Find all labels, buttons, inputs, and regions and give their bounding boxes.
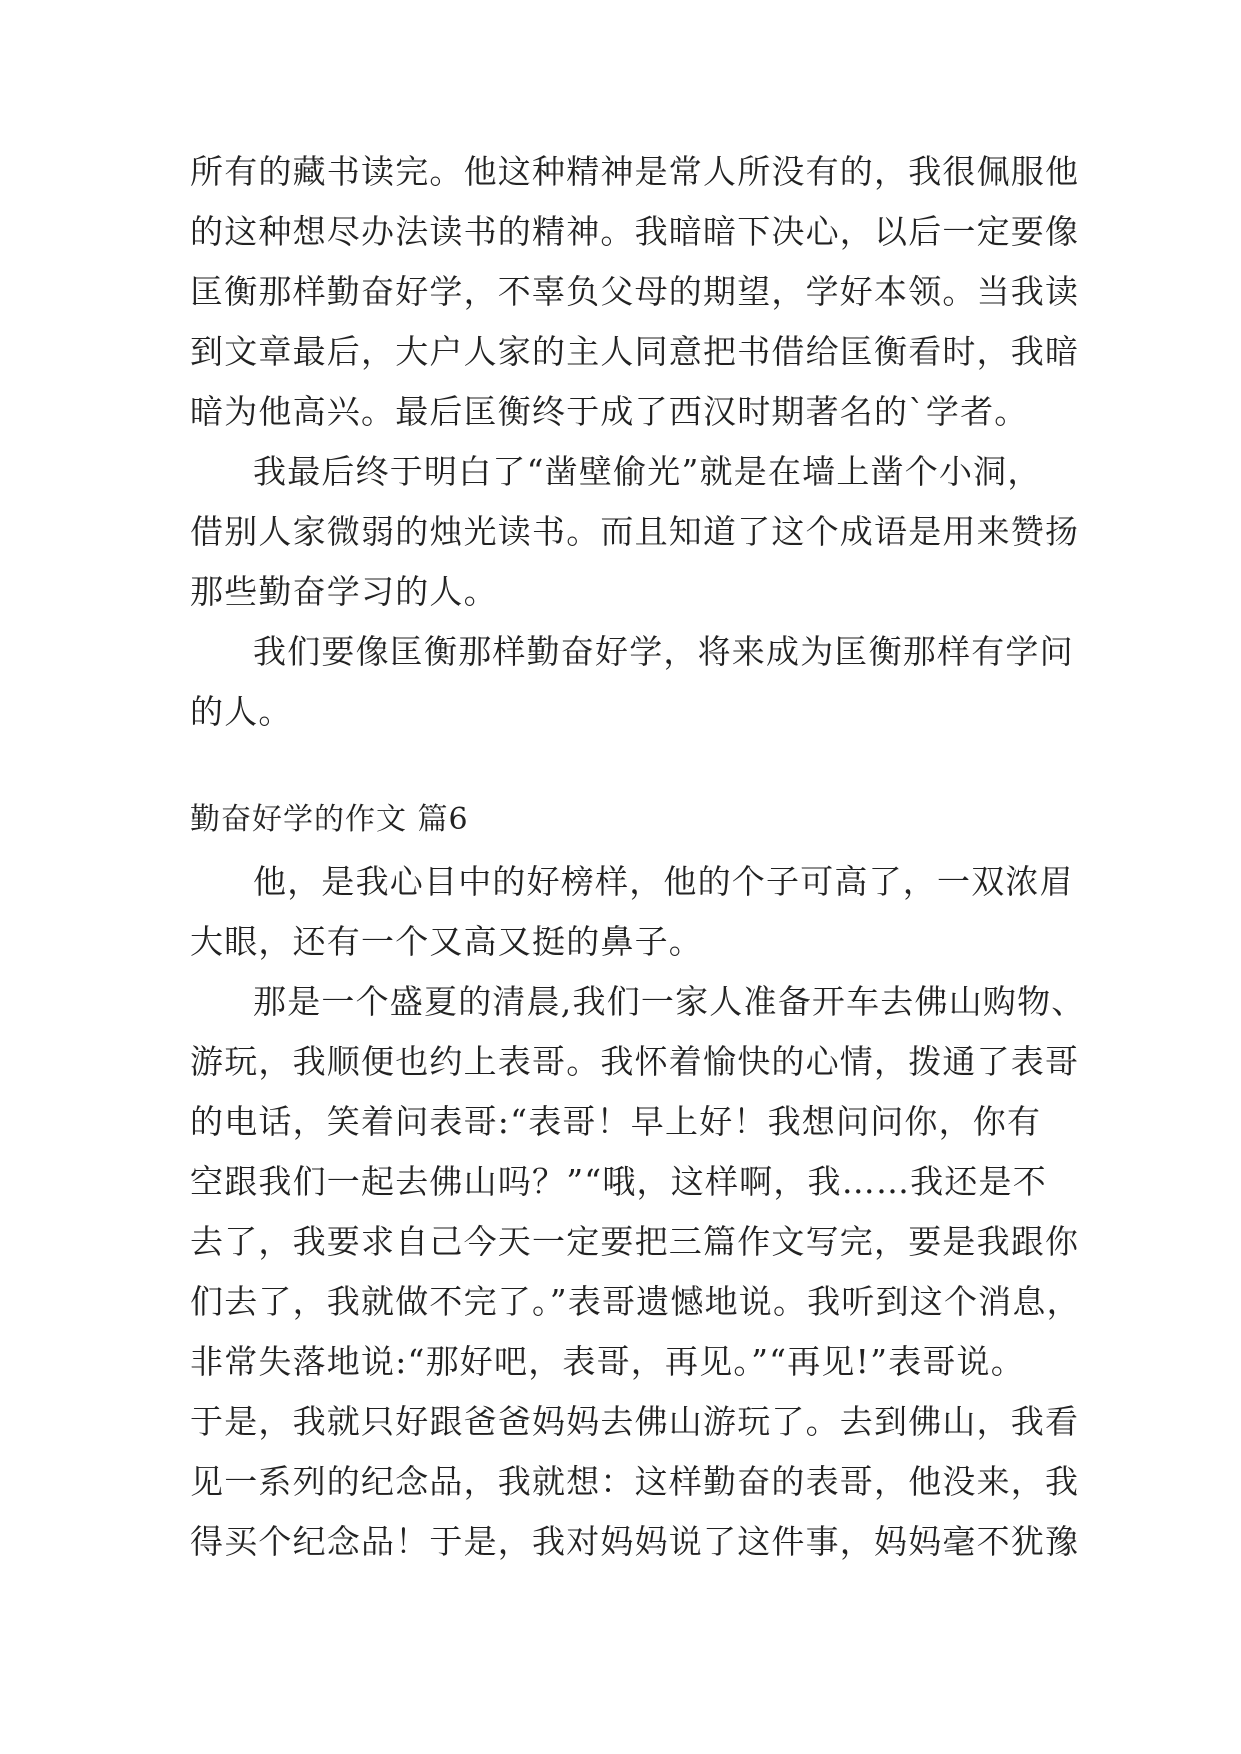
text-line: 非常失落地说:“那好吧，表哥，再见。”“再见!”表哥说。 xyxy=(190,1342,1025,1381)
text-line: 所有的藏书读完。他这种精神是常人所没有的，我很佩服他 xyxy=(190,152,1080,191)
text-line: 们去了，我就做不完了。”表哥遗憾地说。我听到这个消息， xyxy=(190,1282,1081,1321)
text-line: 暗为他高兴。最后匡衡终于成了西汉时期著名的`学者。 xyxy=(190,392,1029,431)
text-line: 的电话，笑着问表哥:“表哥！早上好！我想问问你，你有 xyxy=(190,1102,1042,1141)
text-line: 空跟我们一起去佛山吗？”“哦，这样啊，我……我还是不 xyxy=(190,1162,1047,1201)
text-line: 他，是我心目中的好榜样，他的个子可高了，一双浓眉 xyxy=(253,862,1074,901)
text-line: 得买个纪念品！于是，我对妈妈说了这件事，妈妈毫不犹豫 xyxy=(190,1522,1080,1561)
text-line: 匡衡那样勤奋好学，不辜负父母的期望，学好本领。当我读 xyxy=(190,272,1080,311)
text-line: 去了，我要求自己今天一定要把三篇作文写完，要是我跟你 xyxy=(190,1222,1080,1261)
text-line: 游玩，我顺便也约上表哥。我怀着愉快的心情，拨通了表哥 xyxy=(190,1042,1080,1081)
text-line: 大眼，还有一个又高又挺的鼻子。 xyxy=(190,922,703,961)
text-line: 到文章最后，大户人家的主人同意把书借给匡衡看时，我暗 xyxy=(190,332,1080,371)
section-heading: 勤奋好学的作文 篇6 xyxy=(190,802,469,837)
text-line: 我们要像匡衡那样勤奋好学，将来成为匡衡那样有学问 xyxy=(253,632,1074,671)
text-line: 的这种想尽办法读书的精神。我暗暗下决心，以后一定要像 xyxy=(190,212,1080,251)
text-line: 那是一个盛夏的清晨,我们一家人准备开车去佛山购物、 xyxy=(253,982,1086,1021)
text-line: 于是，我就只好跟爸爸妈妈去佛山游玩了。去到佛山，我看 xyxy=(190,1402,1080,1441)
text-line: 我最后终于明白了“凿壁偷光”就是在墙上凿个小洞， xyxy=(253,452,1042,491)
text-line: 那些勤奋学习的人。 xyxy=(190,572,498,611)
text-line: 见一系列的纪念品，我就想：这样勤奋的表哥，他没来，我 xyxy=(190,1462,1080,1501)
text-line: 的人。 xyxy=(190,692,293,731)
text-line: 借别人家微弱的烛光读书。而且知道了这个成语是用来赞扬 xyxy=(190,512,1080,551)
